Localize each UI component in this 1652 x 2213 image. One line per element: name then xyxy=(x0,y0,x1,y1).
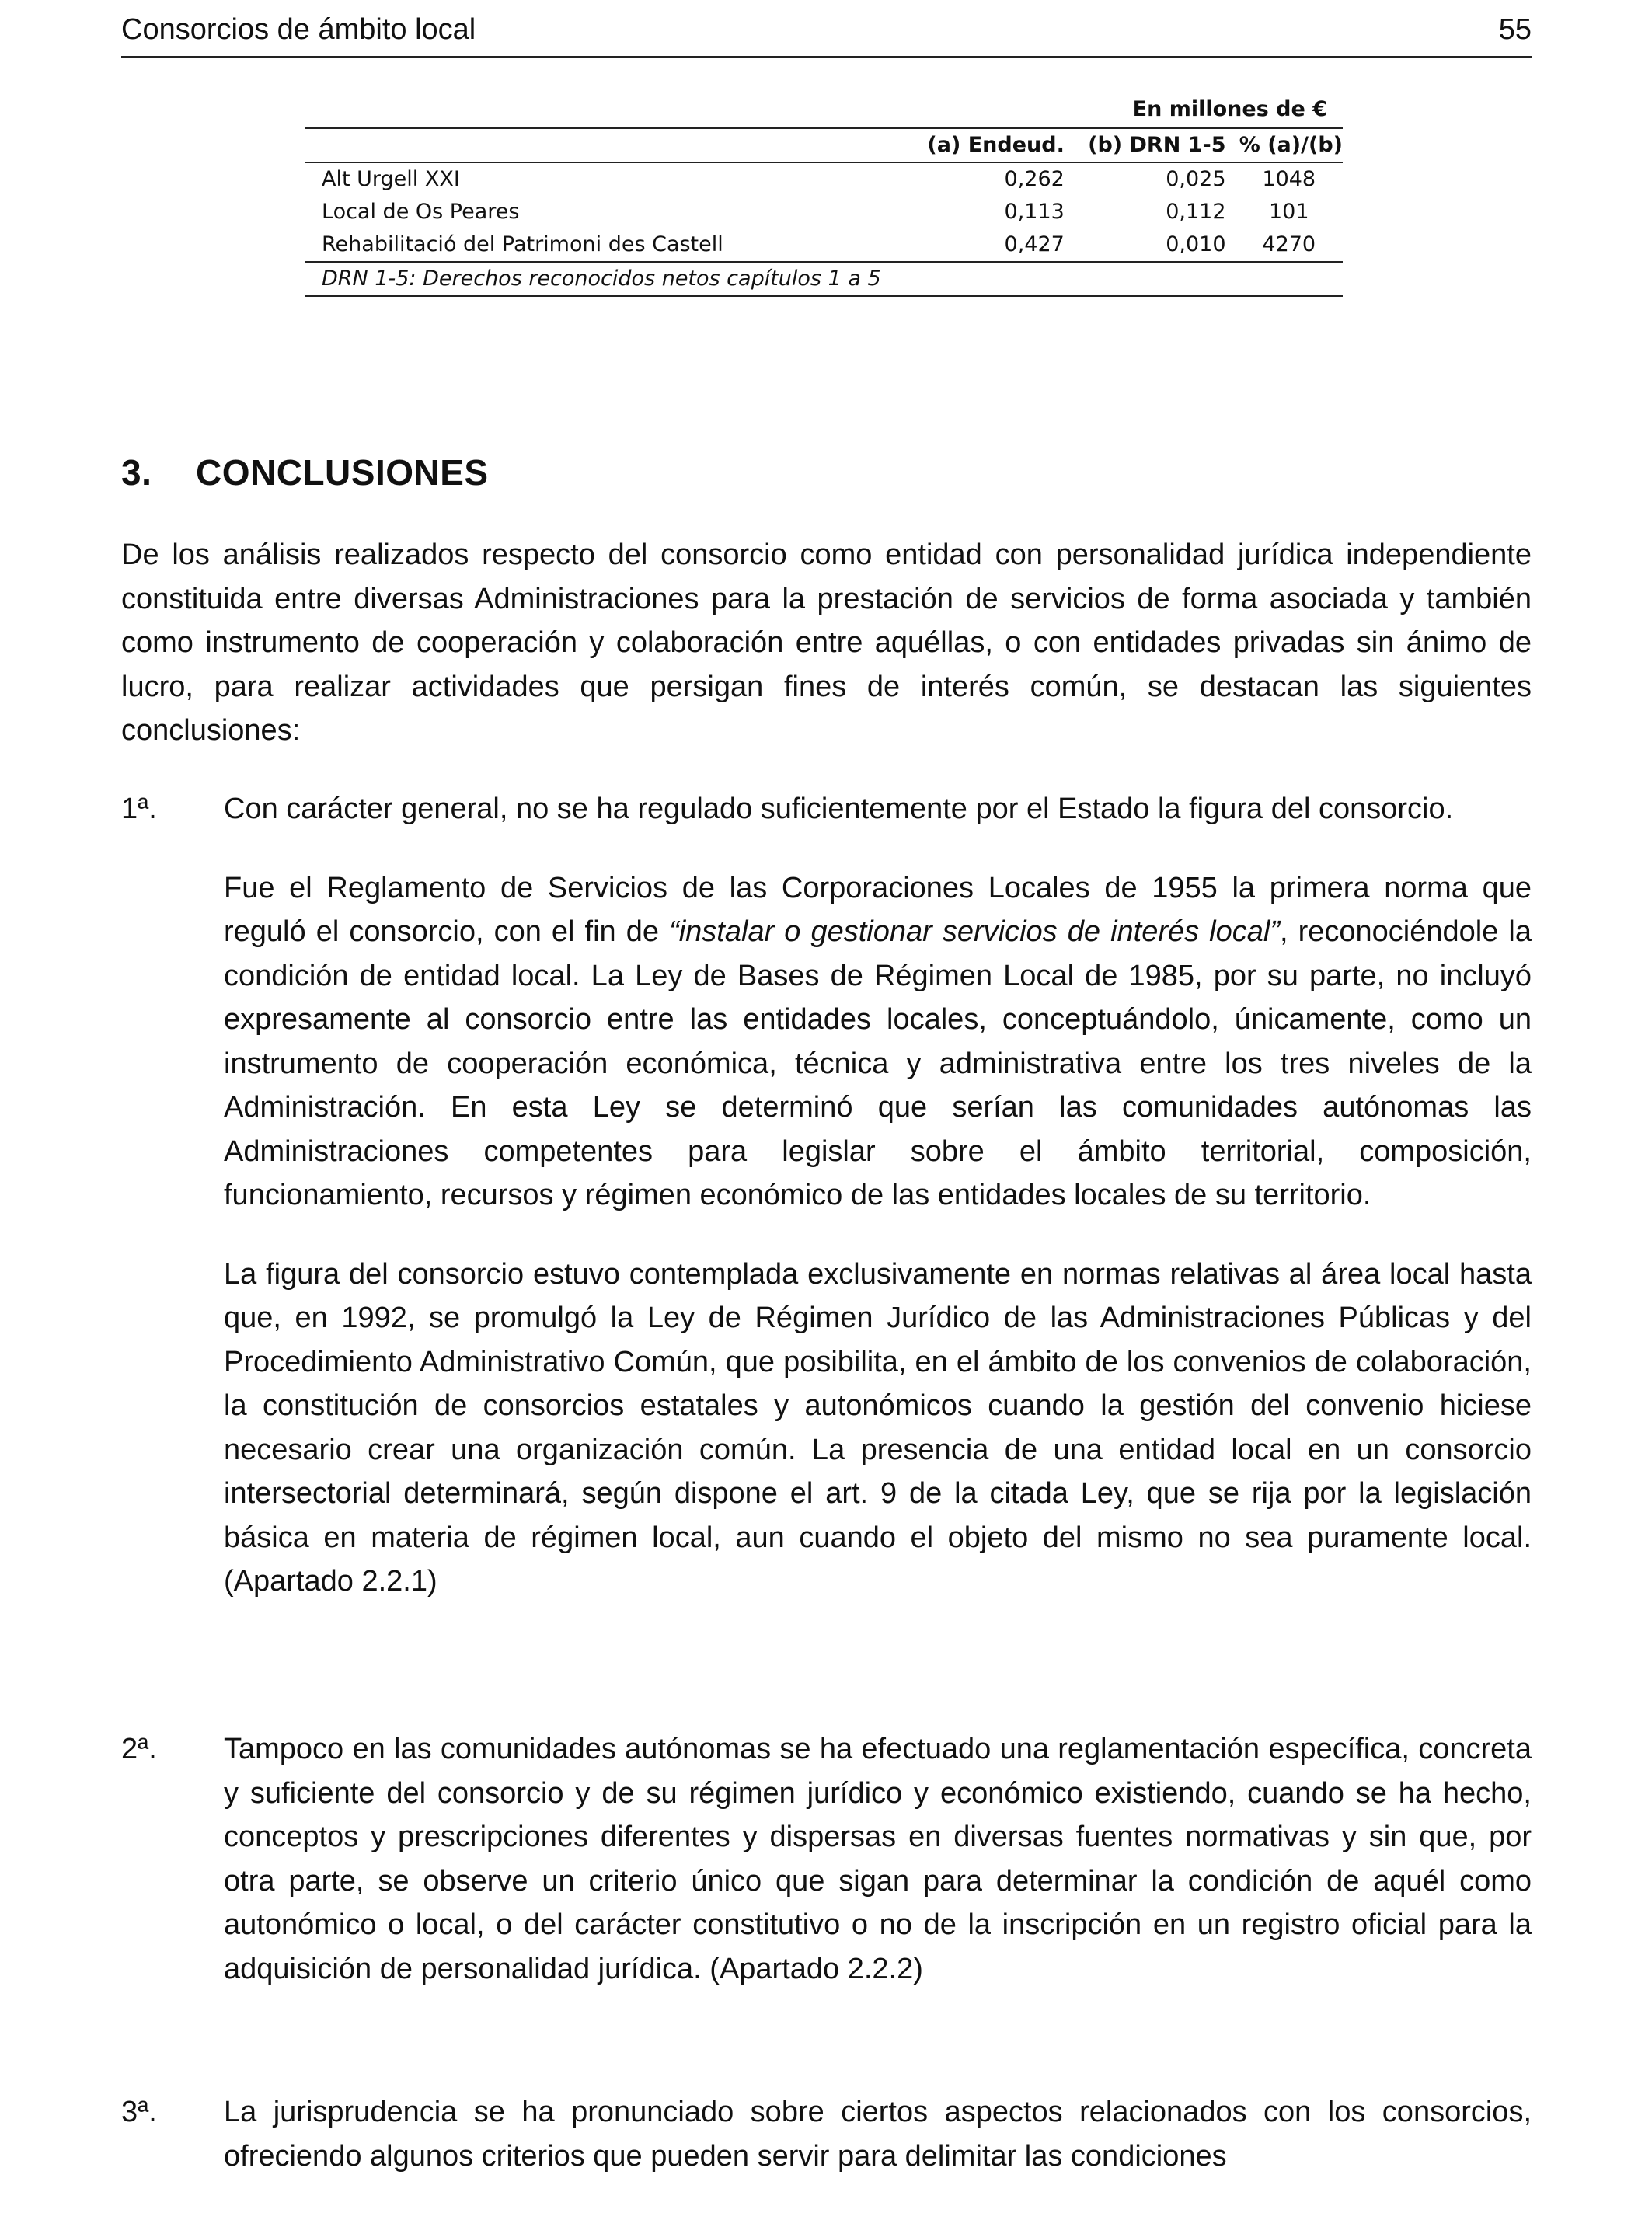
column-header-percent: % (a)/(b) xyxy=(1236,128,1344,162)
quoted-text: “instalar o gestionar servicios de interés local” xyxy=(669,915,1280,948)
table-row xyxy=(305,196,1343,228)
table-unit-label: En millones de € xyxy=(1132,97,1327,121)
cell-percent: 1048 xyxy=(1262,167,1316,191)
conclusion-number: 3ª. xyxy=(121,2096,157,2128)
cell-percent: 4270 xyxy=(1236,228,1344,262)
cell-endeud: 0,427 xyxy=(896,228,1074,262)
cell-entity: Rehabilitació del Patrimoni des Castell xyxy=(305,228,896,262)
column-header-entity xyxy=(305,128,896,162)
column-header-endeud: (a) Endeud. xyxy=(896,128,1074,162)
conclusion-item xyxy=(121,2090,1532,2213)
conclusion-paragraph: Con carácter general, no se ha regulado suficientemente por el Estado la figura del consorcio. xyxy=(224,793,1454,825)
conclusion-paragraph: La jurisprudencia se ha pronunciado sobre ciertos aspectos relacionados con los consorcios, ofreciendo algunos criterios que pueden servir para delimitar las condiciones xyxy=(224,2096,1532,2173)
table-footnote: DRN 1-5: Derechos reconocidos netos capítulos 1 a 5 xyxy=(305,263,1343,297)
intro-paragraph: De los análisis realizados respecto del consorcio como entidad con personalidad jurídica independiente constituida entre diversas Administraciones para la prestación de servicios de forma asociada y también como instrumento de cooperación y colaboración entre aquéllas, o con entidades privadas sin ánimo de lucro, para realizar actividades que persigan fines de interés común, se destacan las siguientes conclusiones: xyxy=(121,538,1532,747)
paragraph-text: Fue el Reglamento de Servicios de las Corporaciones Locales de 1955 la primera norma que reguló el consorcio, con el fin de xyxy=(224,871,1532,948)
cell-endeud: 0,113 xyxy=(1004,200,1065,224)
cell-drn: 0,112 xyxy=(1166,200,1226,224)
page-number: 55 xyxy=(1498,13,1532,46)
table-header-row xyxy=(305,128,1343,162)
page-header xyxy=(121,11,1532,58)
data-table xyxy=(305,127,1343,263)
table-row xyxy=(305,228,1343,262)
conclusion-paragraph: Tampoco en las comunidades autónomas se ha efectuado una reglamentación específica, concreta y suficiente del consorcio y de su régimen jurídico y económico existiendo, cuando se ha hecho, conceptos y prescripciones diferentes y dispersas en diversas fuentes normativas y sin que, por otra parte, se observe un criterio único que sigan para determinar la condición de aquél como autonómico o local, o del carácter constitutivo o no de la inscripción en un registro oficial para la adquisición de personalidad jurídica. (Apartado 2.2.2) xyxy=(224,1733,1532,1985)
conclusion-item xyxy=(121,787,1532,1639)
column-header-drn: (b) DRN 1-5 xyxy=(1074,128,1236,162)
cell-drn: 0,010 xyxy=(1074,228,1236,262)
conclusion-number: 1ª. xyxy=(121,793,157,825)
running-title: Consorcios de ámbito local xyxy=(121,13,476,46)
paragraph-text: , reconociéndole la condición de entidad local. La Ley de Bases de Régimen Local de 1985, por su parte, no incluyó expresamente al consorcio entre las entidades locales, conceptuándolo, únicamente, como un instrumento de cooperación económica, técnica y administrativa entre los tres niveles de la Administración. En esta Ley se determinó que serían las comunidades autónomas las Administraciones competentes para legislar sobre el ámbito territorial, composición, funcionamiento, recursos y régimen económico de las entidades locales de su territorio. xyxy=(224,915,1532,1211)
conclusion-number: 2ª. xyxy=(121,1733,157,1765)
debt-table xyxy=(305,92,1343,297)
cell-endeud: 0,262 xyxy=(1004,167,1065,191)
table-row xyxy=(305,162,1343,196)
section-heading xyxy=(121,451,489,494)
cell-entity: Alt Urgell XXI xyxy=(322,167,460,191)
cell-drn: 0,025 xyxy=(1166,167,1226,191)
cell-percent: 101 xyxy=(1268,200,1309,224)
conclusion-paragraph: La figura del consorcio estuvo contemplada exclusivamente en normas relativas al área local hasta que, en 1992, se promulgó la Ley de Régimen Jurídico de las Administraciones Públicas y del Procedimiento Administrativo Común, que posibilita, en el ámbito de los convenios de colaboración, la constitución de consorcios estatales y autonómicos cuando la gestión del convenio hiciese necesario crear una organización común. La presencia de una entidad local en un consorcio intersectorial determinará, según dispone el art. 9 de la citada Ley, que se rija por la legislación básica en materia de régimen local, aun cuando el objeto del mismo no sea puramente local. (Apartado 2.2.1) xyxy=(224,1257,1532,1598)
conclusion-item xyxy=(121,1727,1532,2026)
cell-entity: Local de Os Peares xyxy=(322,200,520,224)
section-number: 3. xyxy=(121,452,152,493)
section-title: CONCLUSIONES xyxy=(196,452,489,493)
conclusion-paragraph xyxy=(224,866,1532,1218)
